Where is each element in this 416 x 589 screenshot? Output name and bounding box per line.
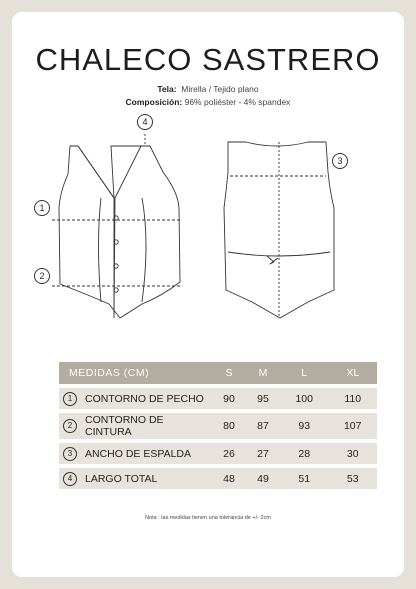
value-m: 95 xyxy=(246,388,280,409)
size-table-header xyxy=(59,362,377,384)
composition-value: 96% poliéster - 4% spandex xyxy=(184,97,291,107)
measures-header: MEDIDAS (CM) xyxy=(59,362,212,384)
table-row xyxy=(59,388,377,409)
measure-name: CONTORNO DE PECHO xyxy=(81,388,212,409)
measure-name: ANCHO DE ESPALDA xyxy=(81,443,212,464)
marker-1: 1 xyxy=(34,200,50,216)
value-xl: 53 xyxy=(328,468,377,489)
value-xl: 107 xyxy=(328,413,377,439)
marker-2: 2 xyxy=(34,268,50,284)
measure-name: CONTORNO DE CINTURA xyxy=(81,413,212,439)
value-s: 48 xyxy=(212,468,246,489)
value-l: 28 xyxy=(280,443,329,464)
value-l: 100 xyxy=(280,388,329,409)
vest-front-drawing xyxy=(52,134,180,318)
fabric-label: Tela: xyxy=(157,84,177,94)
value-m: 87 xyxy=(246,413,280,439)
fabric-line xyxy=(12,84,404,94)
value-m: 49 xyxy=(246,468,280,489)
marker-4: 4 xyxy=(137,114,153,130)
value-l: 51 xyxy=(280,468,329,489)
vest-back-drawing xyxy=(224,142,334,318)
value-s: 80 xyxy=(212,413,246,439)
page-title: CHALECO SASTRERO xyxy=(35,42,381,77)
size-chart-card xyxy=(12,12,404,577)
row-number: 2 xyxy=(63,419,77,433)
composition-line xyxy=(12,97,404,107)
size-l-header: L xyxy=(280,362,329,384)
value-s: 26 xyxy=(212,443,246,464)
tolerance-note: Nota : las medidas tienen una tolerancia de +/- 2cm xyxy=(145,515,271,521)
table-row xyxy=(59,468,377,489)
table-row xyxy=(59,443,377,464)
size-table xyxy=(59,358,377,493)
value-s: 90 xyxy=(212,388,246,409)
value-l: 93 xyxy=(280,413,329,439)
size-xl-header: XL xyxy=(328,362,377,384)
row-number: 4 xyxy=(63,472,77,486)
fabric-value: Mirella / Tejido plano xyxy=(181,84,259,94)
marker-3: 3 xyxy=(332,153,348,169)
table-row xyxy=(59,413,377,439)
composition-label: Composición: xyxy=(125,97,183,107)
row-number: 1 xyxy=(63,392,77,406)
vest-technical-drawing xyxy=(12,112,404,322)
size-m-header: M xyxy=(246,362,280,384)
value-xl: 30 xyxy=(328,443,377,464)
row-number: 3 xyxy=(63,447,77,461)
value-m: 27 xyxy=(246,443,280,464)
size-s-header: S xyxy=(212,362,246,384)
value-xl: 110 xyxy=(328,388,377,409)
measure-name: LARGO TOTAL xyxy=(81,468,212,489)
